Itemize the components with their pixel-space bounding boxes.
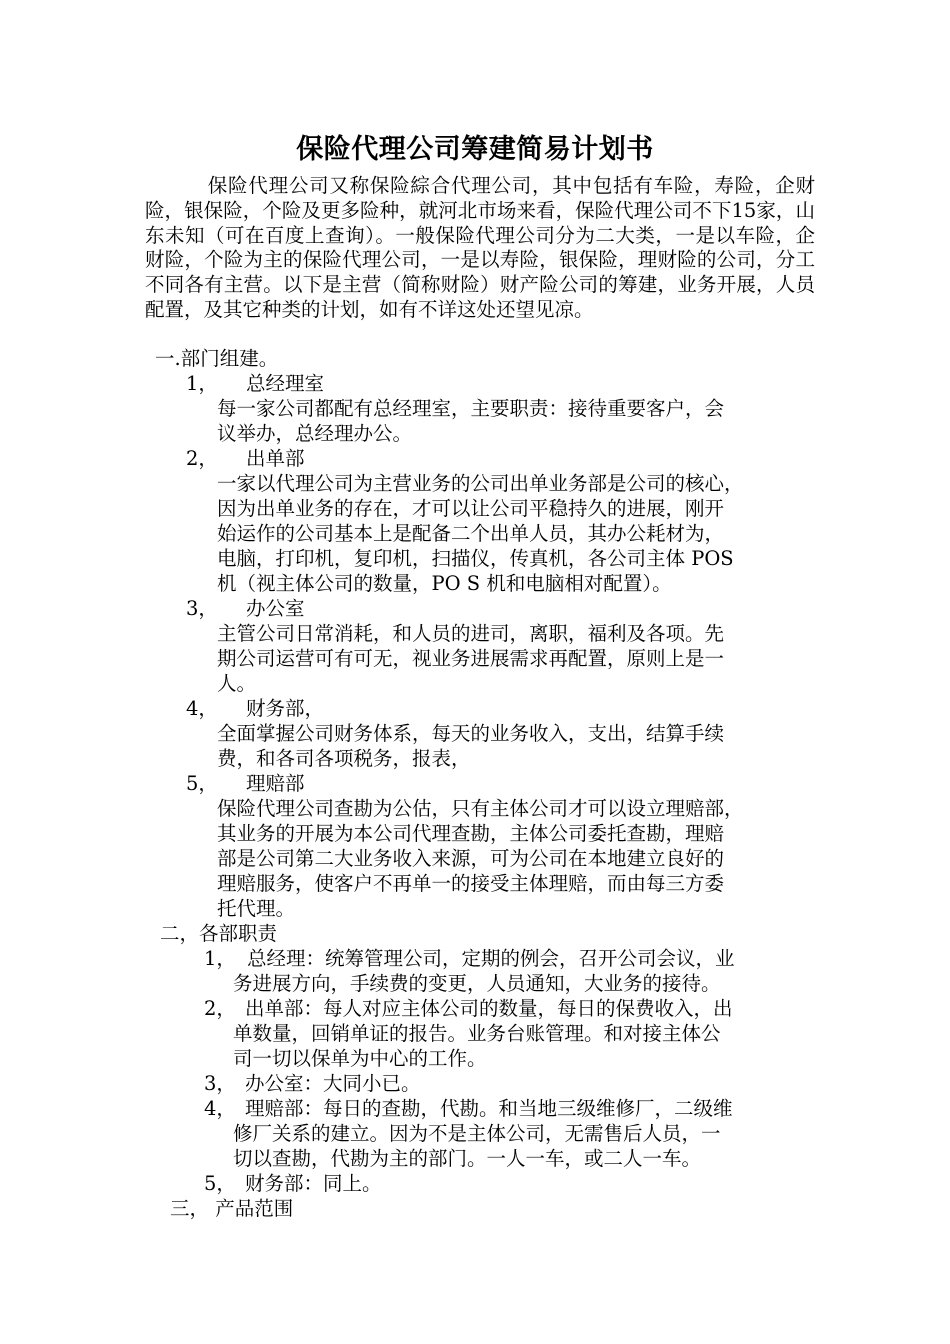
s1-item1-name: 总经理室 xyxy=(246,372,325,395)
s1-item3-line1: 主管公司日常消耗，和人员的进司，离职，福利及各项。先 xyxy=(217,622,725,645)
s2-item4-line2: 修厂关系的建立。因为不是主体公司，无需售后人员，一 xyxy=(233,1122,721,1145)
s1-item5-number: 5， xyxy=(186,772,218,795)
s1-item5-line2: 其业务的开展为本公司代理查勘，主体公司委托查勘，理赔 xyxy=(217,822,725,845)
s2-item3-line1: 办公室：大同小已。 xyxy=(245,1072,421,1095)
s1-item5-line1: 保险代理公司查勘为公估，只有主体公司才可以设立理赔部， xyxy=(217,797,744,820)
section1-heading: 一.部门组建。 xyxy=(155,347,279,370)
s1-item2-line1: 一家以代理公司为主营业务的公司出单业务部是公司的核心， xyxy=(217,472,744,495)
intro-paragraph xyxy=(145,174,815,323)
s1-item3-name: 办公室 xyxy=(246,597,305,620)
s2-item5-number: 5， xyxy=(204,1172,236,1195)
s2-item1-line2: 务进展方向，手续费的变更，人员通知，大业务的接待。 xyxy=(233,972,721,995)
s1-item5-line4: 理赔服务，使客户不再单一的接受主体理赔，而由每三方委 xyxy=(217,872,725,895)
section3-heading: 三， 产品范围 xyxy=(170,1197,294,1220)
s1-item4-number: 4， xyxy=(186,697,218,720)
s1-item3-line3: 人。 xyxy=(217,672,257,695)
s1-item2-line5: 机（视主体公司的数量，PO S 机和电脑相对配置）。 xyxy=(217,572,672,595)
s1-item2-line2: 因为出单业务的存在，才可以让公司平稳持久的进展，刚开 xyxy=(217,497,725,520)
s1-item1-line1: 每一家公司都配有总经理室，主要职责：接待重要客户，会 xyxy=(217,397,725,420)
s1-item3-number: 3， xyxy=(186,597,218,620)
s2-item4-number: 4， xyxy=(204,1097,236,1120)
s1-item2-name: 出单部 xyxy=(246,447,305,470)
s1-item2-number: 2， xyxy=(186,447,218,470)
document-title: 保险代理公司筹建简易计划书 xyxy=(296,134,654,165)
s2-item2-line3: 司一切以保单为中心的工作。 xyxy=(233,1047,487,1070)
s1-item5-line5: 托代理。 xyxy=(217,897,296,920)
s2-item1-line1: 总经理：统筹管理公司，定期的例会，召开公司会议，业 xyxy=(247,947,735,970)
s2-item2-number: 2， xyxy=(204,997,236,1020)
s1-item2-line3: 始运作的公司基本上是配备二个出单人员，其办公耗材为， xyxy=(217,522,725,545)
s1-item4-line2: 费，和各司各项税务，报表， xyxy=(217,747,471,770)
s2-item3-number: 3， xyxy=(204,1072,236,1095)
s1-item1-line2: 议举办，总经理办公。 xyxy=(217,422,413,445)
s1-item5-name: 理赔部 xyxy=(246,772,305,795)
s2-item1-number: 1， xyxy=(204,947,236,970)
s1-item1-number: 1， xyxy=(186,372,218,395)
s2-item2-line2: 单数量，回销单证的报告。业务台账管理。和对接主体公 xyxy=(233,1022,721,1045)
s1-item2-line4: 电脑，打印机，复印机，扫描仪，传真机，各公司主体 POS xyxy=(217,547,734,570)
s1-item4-name: 财务部， xyxy=(246,697,325,720)
intro-text: 保险代理公司又称保险綜合代理公司，其中包括有车险，寿险，企财险，银保险，个险及更多险种，就河北市场来看，保险代理公司不下15家，山东未知（可在百度上查询）。一般保险代理公司分为二大类，一是以车险，企财险，个险为主的保险代理公司，一是以寿险，银保险，理财险的公司，分工不同各有主营。以下是主营（简称财险）财产险公司的筹建，业务开展，人员配置，及其它种类的计划，如有不详这处还望见凉。 xyxy=(145,174,815,321)
s2-item5-line1: 财务部：同上。 xyxy=(245,1172,382,1195)
section2-heading: 二，各部职责 xyxy=(160,922,278,945)
s1-item4-line1: 全面掌握公司财务体系，每天的业务收入，支出，结算手续 xyxy=(217,722,725,745)
s1-item5-line3: 部是公司第二大业务收入来源，可为公司在本地建立良好的 xyxy=(217,847,725,870)
s2-item2-line1: 出单部：每人对应主体公司的数量，每日的保费收入，出 xyxy=(245,997,733,1020)
s1-item3-line2: 期公司运营可有可无，视业务进展需求再配置，原则上是一 xyxy=(217,647,725,670)
s2-item4-line1: 理赔部：每日的查勘，代勘。和当地三级维修厂，二级维 xyxy=(245,1097,733,1120)
s2-item4-line3: 切以查勘，代勘为主的部门。一人一车，或二人一车。 xyxy=(233,1147,702,1170)
